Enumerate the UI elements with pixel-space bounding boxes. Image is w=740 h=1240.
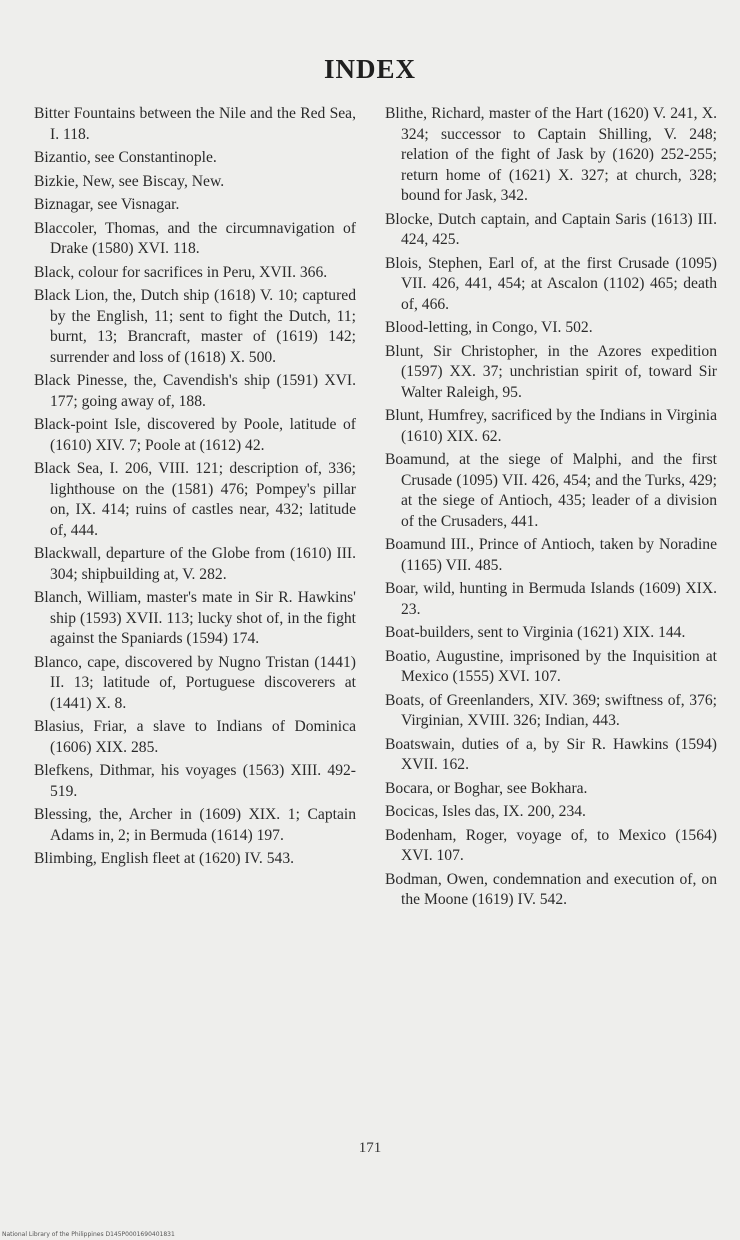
index-entry: Black, colour for sacrifices in Peru, XVII. 366. [34,263,328,281]
index-entry: Black Lion, the, Dutch ship (1618) V. 10; captured by the English, 11; sent to fight the Dutch, 11; burnt, 13; Brancraft, master of (1619) 142; surrender and loss of (1618) X. 500. [34,287,356,366]
index-entry: Blanch, William, master's mate in Sir R. Hawkins' ship (1593) XVII. 113; lucky shot of, in the fight against the Spaniards (1594) 174. [34,589,356,647]
index-entry: Blasius, Friar, a slave to Indians of Dominica (1606) XIX. 285. [34,718,356,756]
index-entry: Blefkens, Dithmar, his voyages (1563) XIII. 492-519. [34,762,356,800]
index-entry: Boamund, at the siege of Malphi, and the first Crusade (1095) VII. 426, 454; and the Turks, 429; at the siege of Antioch, 435; leader of a division of the Crusaders, 441. [385,451,717,530]
index-entry: Bocara, or Boghar, see Bokhara. [385,779,588,797]
index-entry: Blois, Stephen, Earl of, at the first Crusade (1095) VII. 426, 441, 454; at Ascalon (1102) 465; death of, 466. [385,254,717,313]
index-entry: Bodenham, Roger, voyage of, to Mexico (1564) XVI. 107. [385,826,717,864]
index-entry: Bizantio, see Constantinople. [34,149,217,166]
index-entry: Blackwall, departure of the Globe from (1610) III. 304; shipbuilding at, V. 282. [34,545,356,583]
index-entry: Black Sea, I. 206, VIII. 121; description of, 336; lighthouse on the (1581) 476; Pompey's pillar on, IX. 414; ruins of castles near, 432; latitude of, 444. [34,460,356,539]
index-entry: Boamund III., Prince of Antioch, taken by Noradine (1165) VII. 485. [385,536,717,574]
index-entry: Blessing, the, Archer in (1609) XIX. 1; Captain Adams in, 2; in Bermuda (1614) 197. [34,806,356,844]
index-entry: Boatio, Augustine, imprisoned by the Inquisition at Mexico (1555) XVI. 107. [385,647,717,685]
index-entry: Blunt, Humfrey, sacrificed by the Indians in Virginia (1610) XIX. 62. [385,407,717,445]
page-title: INDEX [323,54,416,84]
index-entry: Blaccoler, Thomas, and the circumnavigation of Drake (1580) XVI. 118. [34,219,356,257]
index-entry: Bitter Fountains between the Nile and the Red Sea, I. 118. [34,105,356,143]
index-column-left [34,104,356,873]
index-entry: Bodman, Owen, condemnation and execution of, on the Moone (1619) IV. 542. [385,870,717,908]
index-entry: Black Pinesse, the, Cavendish's ship (1591) XVI. 177; going away of, 188. [34,372,356,410]
index-entry: Black-point Isle, discovered by Poole, latitude of (1610) XIV. 7; Poole at (1612) 42. [34,416,356,454]
index-entry: Boats, of Greenlanders, XIV. 369; swiftness of, 376; Virginian, XVIII. 326; Indian, 443. [385,691,717,729]
index-entry: Boat-builders, sent to Virginia (1621) XIX. 144. [385,624,686,641]
index-entry: Blocke, Dutch captain, and Captain Saris (1613) III. 424, 425. [385,210,717,248]
page-number: 171 [358,1140,382,1156]
index-column-right [385,104,717,914]
index-entry: Blunt, Sir Christopher, in the Azores expedition (1597) XX. 37; unchristian spirit of, toward Sir Walter Raleigh, 95. [385,342,717,401]
index-entry: Biznagar, see Visnagar. [34,196,180,213]
index-entry: Blimbing, English fleet at (1620) IV. 543. [34,850,295,867]
index-entry: Boatswain, duties of a, by Sir R. Hawkins (1594) XVII. 162. [385,735,717,773]
index-entry: Blithe, Richard, master of the Hart (1620) V. 241, X. 324; successor to Captain Shilling, V. 248; relation of the fight of Jask by (1620) 252-255; return home of (1621) X. 327; at church, 328; bound for Jask, 342. [385,105,717,204]
index-entry: Blood-letting, in Congo, VI. 502. [385,319,593,336]
scan-footer: National Library of the Philippines D145P0001690401831 [2,1231,175,1238]
index-entry: Blanco, cape, discovered by Nugno Tristan (1441) II. 13; latitude of, Portuguese discoverers at (1441) X. 8. [34,653,356,712]
index-entry: Bocicas, Isles das, IX. 200, 234. [385,803,586,820]
index-entry: Boar, wild, hunting in Bermuda Islands (1609) XIX. 23. [385,580,717,618]
index-entry: Bizkie, New, see Biscay, New. [34,172,225,190]
